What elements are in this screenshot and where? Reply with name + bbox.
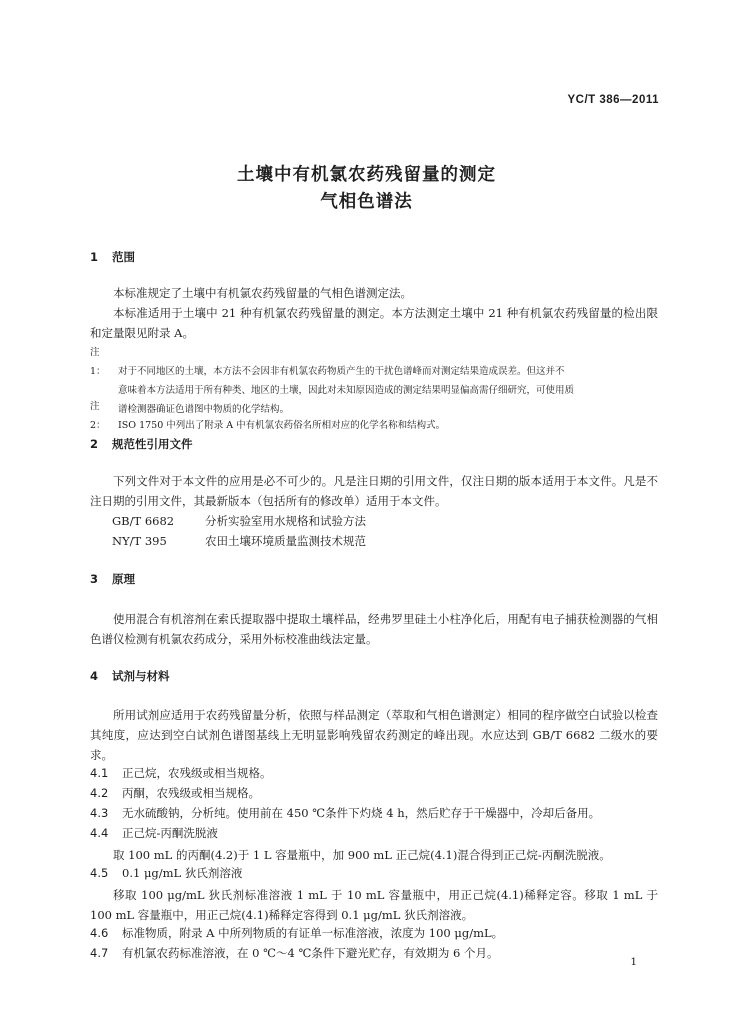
reagent-item <box>90 865 242 881</box>
reagent-item <box>90 945 498 961</box>
section-number: 1 <box>90 250 99 264</box>
section-title: 范围 <box>112 250 135 264</box>
item-text: 标准物质，附录 A 中所列物质的有证单一标准溶液，浓度为 100 μg/mL。 <box>122 926 504 940</box>
scope-paragraph-2: 本标准适用于土壤中 21 种有机氯农药残留量的测定。本方法测定土壤中 21 种有机氯农药残留量的检出限和定量限见附录 A。 <box>90 306 658 340</box>
item-text: 正己烷-丙酮洗脱液 <box>122 826 218 840</box>
item-number: 4.7 <box>90 946 109 960</box>
note-text: 谱检测器确证色谱图中物质的化学结构。 <box>118 404 290 415</box>
section-heading-references <box>90 436 193 452</box>
standard-number: YC/T 386—2011 <box>567 94 659 106</box>
item-number: 4.4 <box>90 826 109 840</box>
item-number: 4.3 <box>90 806 109 820</box>
section-number: 2 <box>90 437 99 451</box>
section-title: 原理 <box>112 572 135 586</box>
item-text: 丙酮，农残级或相当规格。 <box>122 786 260 800</box>
item-text: 有机氯农药标准溶液，在 0 ℃～4 ℃条件下避光贮存，有效期为 6 个月。 <box>122 946 499 960</box>
note-2 <box>90 397 668 435</box>
section-heading-principle <box>90 571 135 587</box>
reagent-item-body: 取 100 mL 的丙酮(4.2)于 1 L 容量瓶中，加 900 mL 正己烷(4.1)混合得到正己烷-丙酮洗脱液。 <box>113 848 611 862</box>
reference-item <box>112 533 366 549</box>
item-number: 4.5 <box>90 866 109 880</box>
reference-code: NY/T 395 <box>112 534 167 548</box>
note-text: 意味着本方法适用于所有种类、地区的土壤，因此对未知原因造成的测定结果明显偏高需仔细研究，可使用质 <box>118 385 575 396</box>
reagent-item <box>90 925 503 941</box>
item-text: 无水硫酸钠，分析纯。使用前在 450 ℃条件下灼烧 4 h，然后贮存于干燥器中，冷却后备用。 <box>122 806 601 820</box>
note-label: 注 2： <box>90 401 106 431</box>
section-number: 3 <box>90 572 99 586</box>
section-title: 试剂与材料 <box>112 669 170 683</box>
reagents-intro: 所用试剂应适用于农药残留量分析，依照与样品测定（萃取和气相色谱测定）相同的程序做空白试验以检查其纯度，应达到空白试剂色谱图基线上无明显影响残留农药测定的峰出现。水应达到 GB/T 6682 二级水的要求。 <box>90 708 658 762</box>
section-number: 4 <box>90 669 99 683</box>
principle-paragraph: 使用混合有机溶剂在索氏提取器中提取土壤样品，经弗罗里硅土小柱净化后，用配有电子捕获检测器的气相色谱仪检测有机氯农药成分，采用外标校准曲线法定量。 <box>90 612 658 646</box>
note-text: 对于不同地区的土壤，本方法不会因非有机氯农药物质产生的干扰色谱峰而对测定结果造成误差。但这并不 <box>118 366 565 377</box>
references-intro: 下列文件对于本文件的应用是必不可少的。凡是注日期的引用文件，仅注日期的版本适用于本文件。凡是不注日期的引用文件，其最新版本（包括所有的修改单）适用于本文件。 <box>90 474 658 508</box>
reference-item <box>112 513 366 529</box>
note-text: ISO 1750 中列出了附录 A 中有机氯农药俗名所相对应的化学名称和结构式。 <box>118 420 446 431</box>
document-title: 土壤中有机氯农药残留量的测定 <box>237 165 496 185</box>
document-subtitle: 气相色谱法 <box>320 192 413 212</box>
reagent-item <box>90 785 260 801</box>
section-title: 规范性引用文件 <box>112 437 193 451</box>
section-heading-scope <box>90 249 135 265</box>
reference-code: GB/T 6682 <box>112 514 175 528</box>
section-heading-reagents <box>90 668 170 684</box>
item-text: 正己烷，农残级或相当规格。 <box>122 766 272 780</box>
item-number: 4.1 <box>90 766 109 780</box>
reagent-item <box>90 765 272 781</box>
reference-name: 农田土壤环境质量监测技术规范 <box>205 534 366 548</box>
reference-name: 分析实验室用水规格和试验方法 <box>205 514 366 528</box>
reagent-item <box>90 805 600 821</box>
item-number: 4.6 <box>90 926 109 940</box>
reagent-item <box>90 825 218 841</box>
reagent-item-body: 移取 100 μg/mL 狄氏剂标准溶液 1 mL 于 10 mL 容量瓶中，用正己烷(4.1)稀释定容。移取 1 mL 于 100 mL 容量瓶中，用正己烷(4.1)稀释定容得到 0.1 μg/mL 狄氏剂溶液。 <box>90 888 658 922</box>
item-number: 4.2 <box>90 786 109 800</box>
page-number: 1 <box>630 956 637 968</box>
scope-paragraph-1: 本标准规定了土壤中有机氯农药残留量的气相色谱测定法。 <box>113 286 412 300</box>
item-text: 0.1 μg/mL 狄氏剂溶液 <box>122 866 243 880</box>
note-label: 注 1： <box>90 347 106 377</box>
